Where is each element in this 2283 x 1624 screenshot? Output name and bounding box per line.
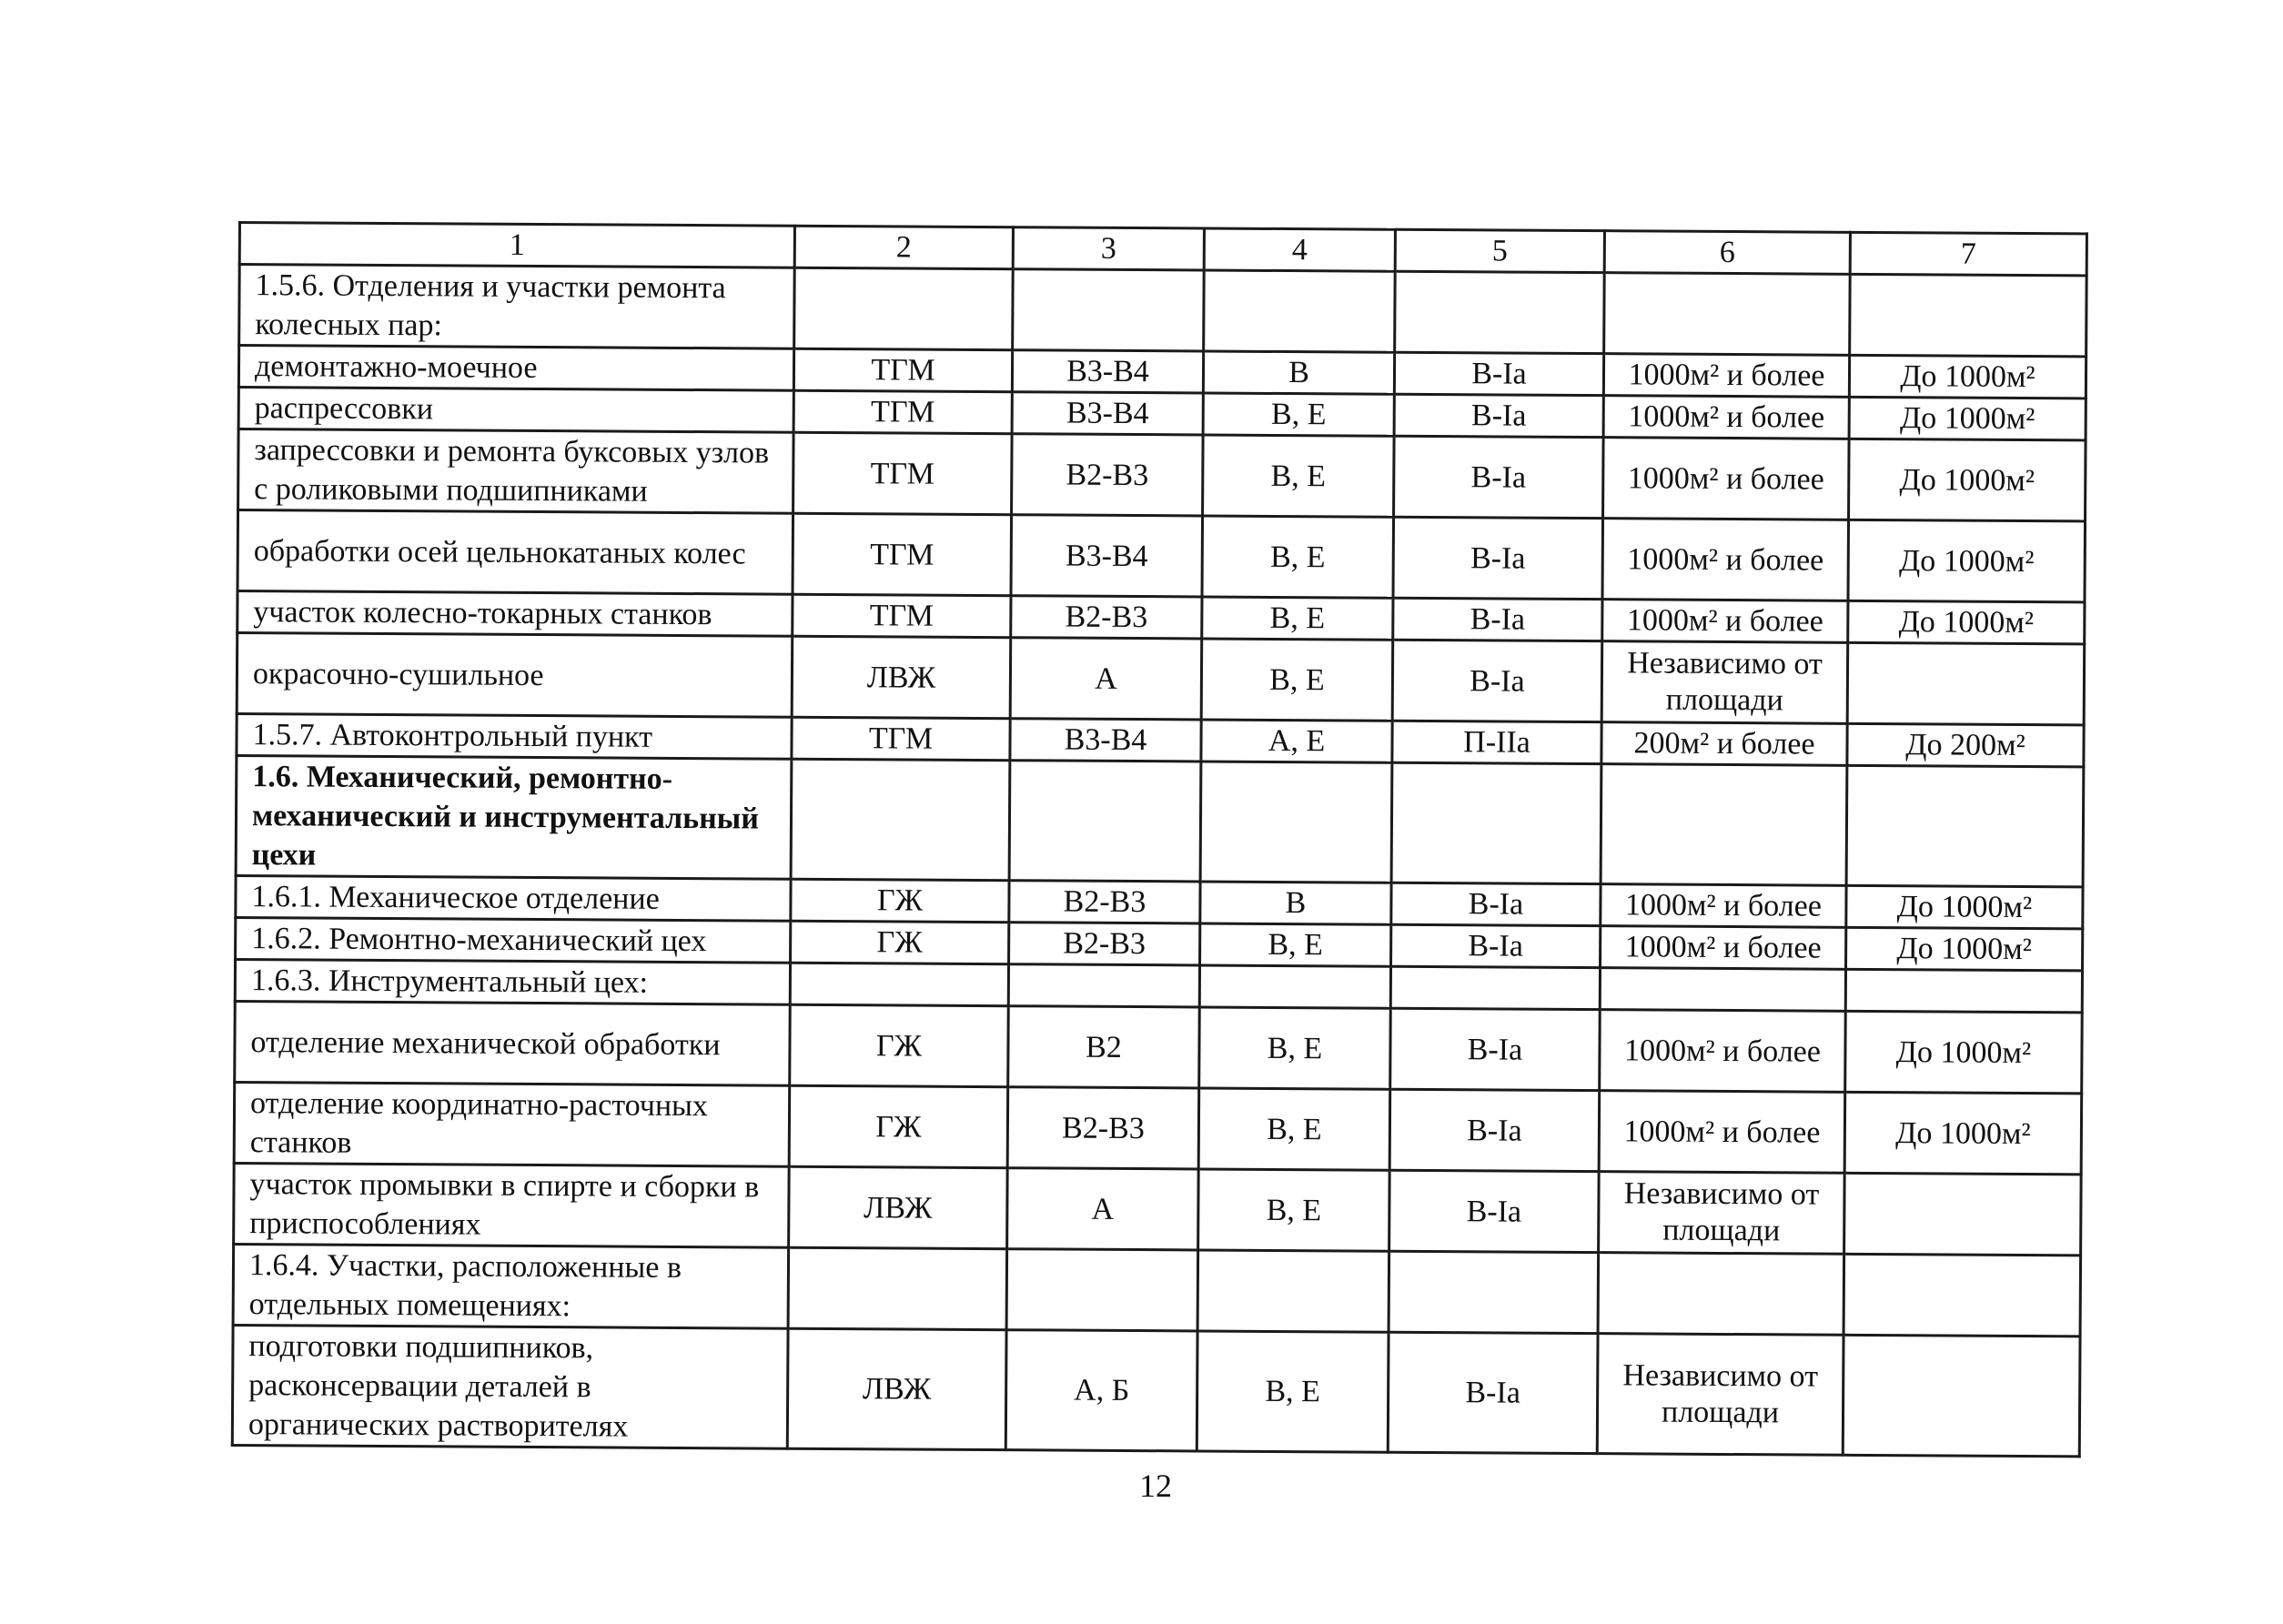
table-cell (1845, 969, 2082, 1013)
table-cell: П-IIа (1392, 721, 1601, 763)
table-cell: 1000м² и более (1603, 396, 1849, 439)
column-header: 7 (1850, 232, 2086, 276)
table-cell (791, 759, 1010, 880)
document-page (231, 221, 2086, 1458)
room-name-cell: 1.5.6. Отделения и участки ремонта колесных пар: (239, 265, 795, 349)
table-cell (790, 963, 1008, 1005)
room-name-cell: участок промывки в спирте и сборки в приспособлениях (234, 1163, 790, 1247)
table-cell (1846, 765, 2084, 887)
table-cell (1844, 1254, 2081, 1337)
table-cell: В-Iа (1391, 883, 1601, 925)
table-cell: 1000м² и более (1601, 926, 1846, 970)
table-cell (1395, 271, 1605, 353)
table-row (238, 429, 2086, 521)
table-cell: В, Е (1202, 516, 1394, 598)
table-cell (1850, 274, 2087, 357)
table-cell (1013, 269, 1205, 351)
table-cell: До 1000м² (1849, 397, 2086, 440)
table-cell: В, Е (1202, 597, 1393, 640)
table-cell: Независимо от площади (1597, 1334, 1844, 1456)
table-cell: Независимо от площади (1599, 1172, 1845, 1255)
table-cell: В3-В4 (1010, 719, 1201, 762)
table-cell: 1000м² и более (1601, 884, 1846, 928)
table-cell: ТГМ (793, 390, 1012, 433)
table-cell: В-Iа (1388, 1332, 1598, 1453)
table-cell (788, 1247, 1007, 1329)
column-header: 6 (1604, 231, 1850, 275)
table-cell (1006, 1249, 1198, 1331)
table-cell: В2-В3 (1007, 1087, 1199, 1169)
table-row (234, 1163, 2082, 1255)
table-cell (1600, 968, 1845, 1012)
table-cell: В-Iа (1389, 1089, 1600, 1171)
table-cell (1389, 1251, 1599, 1333)
room-name-cell: обработки осей цельнокатаных колес (237, 510, 793, 595)
table-cell: А, Е (1201, 720, 1392, 762)
room-name-cell: 1.6. Механический, ремонтно-механический и инструментальный цехи (236, 755, 792, 879)
table-cell (1847, 642, 2085, 725)
table-cell (1391, 762, 1601, 883)
table-cell (1844, 1173, 2082, 1256)
column-header: 3 (1013, 227, 1204, 270)
table-cell: 1000м² и более (1602, 600, 1848, 643)
table-cell: 1000м² и более (1602, 519, 1849, 601)
table-cell: До 1000м² (1846, 927, 2083, 971)
table-cell: ТГМ (792, 717, 1010, 760)
table-cell (1199, 965, 1390, 1008)
table-cell: В, Е (1203, 435, 1395, 517)
table-cell (794, 267, 1014, 349)
table-row (233, 1244, 2081, 1336)
table-cell (1843, 1335, 2080, 1457)
table-cell: 1000м² и более (1600, 1010, 1846, 1093)
table-cell: В, Е (1203, 393, 1394, 436)
table-cell: До 1000м² (1844, 1092, 2082, 1175)
table-cell: ЛВЖ (792, 636, 1011, 718)
table-cell: В2-В3 (1011, 596, 1202, 639)
table-cell: В, Е (1201, 639, 1393, 721)
table-cell: ТГМ (793, 348, 1012, 391)
table-cell: ЛВЖ (787, 1328, 1006, 1449)
table-cell (1598, 1253, 1844, 1336)
table-row (239, 265, 2087, 357)
table-cell: 1000м² и более (1603, 354, 1849, 398)
table-cell: В-Iа (1394, 394, 1603, 437)
table-cell: А (1010, 638, 1202, 720)
table-cell: 1000м² и более (1603, 438, 1850, 520)
table-cell: В-Iа (1393, 598, 1602, 641)
table-cell (1204, 270, 1396, 352)
table-cell: В3-В4 (1011, 515, 1203, 597)
table-cell: В, Е (1198, 1088, 1390, 1170)
table-cell: В, Е (1199, 1007, 1391, 1089)
table-cell: В-Iа (1394, 436, 1604, 518)
table-cell (1008, 964, 1199, 1007)
table-row (237, 633, 2085, 725)
room-name-cell: участок колесно-токарных станков (237, 591, 793, 637)
table-cell: ГЖ (790, 1004, 1009, 1086)
room-name-cell: распрессовки (238, 388, 793, 433)
page-number: 12 (1139, 1468, 1172, 1504)
table-cell: В3-В4 (1012, 350, 1203, 393)
table-cell (1604, 273, 1851, 356)
table-cell: До 1000м² (1845, 1011, 2083, 1094)
table-cell: До 1000м² (1849, 439, 2086, 521)
room-name-cell: 1.5.7. Автоконтрольный пункт (237, 713, 792, 759)
table-row (237, 510, 2086, 602)
room-name-cell: 1.6.3. Инструментальный цех: (235, 959, 790, 1004)
table-cell: В2-В3 (1009, 881, 1200, 923)
room-name-cell: 1.6.1. Механическое отделение (236, 875, 791, 921)
classification-table (231, 221, 2088, 1458)
table-cell: В-Iа (1393, 517, 1603, 599)
table-cell: В2 (1008, 1006, 1200, 1088)
room-name-cell: отделение координатно-расточных станков (234, 1082, 790, 1166)
table-cell: ГЖ (791, 879, 1009, 922)
table-row (234, 1082, 2082, 1174)
table-cell: В2-В3 (1009, 923, 1200, 965)
table-cell: ТГМ (793, 432, 1013, 514)
table-row (235, 1001, 2083, 1093)
table-cell: В-Iа (1394, 352, 1603, 395)
table-cell (1390, 966, 1600, 1009)
table-cell: В, Е (1198, 1169, 1390, 1251)
table-cell: ТГМ (793, 513, 1012, 595)
table-cell (1197, 1250, 1389, 1332)
table-cell: В, Е (1197, 1331, 1389, 1452)
table-cell (1200, 762, 1392, 883)
column-header: 1 (239, 223, 794, 268)
table-cell: До 1000м² (1848, 600, 2085, 644)
column-header: 4 (1204, 228, 1395, 271)
room-name-cell: демонтажно-моечное (238, 346, 793, 391)
table-cell: Независимо от площади (1601, 641, 1848, 724)
table-cell: В-Iа (1391, 924, 1601, 967)
table-cell: В3-В4 (1012, 392, 1203, 435)
table-cell (1009, 761, 1201, 882)
table-cell: В (1200, 882, 1391, 924)
table-cell: ГЖ (789, 1085, 1008, 1167)
table-cell: В-Iа (1390, 1008, 1601, 1090)
table-cell: До 1000м² (1846, 885, 2083, 929)
room-name-cell: окрасочно-сушильное (237, 633, 793, 718)
table-cell: 1000м² и более (1599, 1091, 1845, 1174)
room-name-cell: 1.6.4. Участки, расположенные в отдельных помещениях: (233, 1244, 789, 1328)
table-cell: До 1000м² (1848, 519, 2086, 602)
table-cell: ЛВЖ (789, 1166, 1008, 1248)
table-cell: ТГМ (793, 594, 1011, 637)
table-row (232, 1325, 2080, 1456)
column-header: 2 (794, 226, 1013, 268)
table-cell: В, Е (1200, 923, 1391, 966)
table-cell: В-Iа (1389, 1170, 1600, 1252)
table-cell: В2-В3 (1012, 434, 1204, 516)
table-cell: До 1000м² (1849, 355, 2086, 398)
table-cell: 200м² и более (1601, 722, 1847, 766)
table-row (236, 755, 2084, 886)
table-cell: А, Б (1005, 1330, 1197, 1451)
table-cell: А (1007, 1168, 1199, 1250)
table-cell: В (1203, 351, 1394, 394)
room-name-cell: запрессовки и ремонта буксовых узлов с роликовыми подшипниками (238, 429, 794, 514)
table-cell: ГЖ (791, 921, 1009, 963)
room-name-cell: подготовки подшипников, расконсервации деталей в органических растворителях (232, 1325, 788, 1448)
room-name-cell: отделение механической обработки (235, 1001, 791, 1085)
room-name-cell: 1.6.2. Ремонтно-механический цех (236, 917, 791, 963)
table-cell: До 200м² (1847, 723, 2084, 767)
table-cell: В-Iа (1392, 640, 1602, 721)
table-cell (1601, 764, 1847, 886)
column-header: 5 (1395, 229, 1604, 272)
